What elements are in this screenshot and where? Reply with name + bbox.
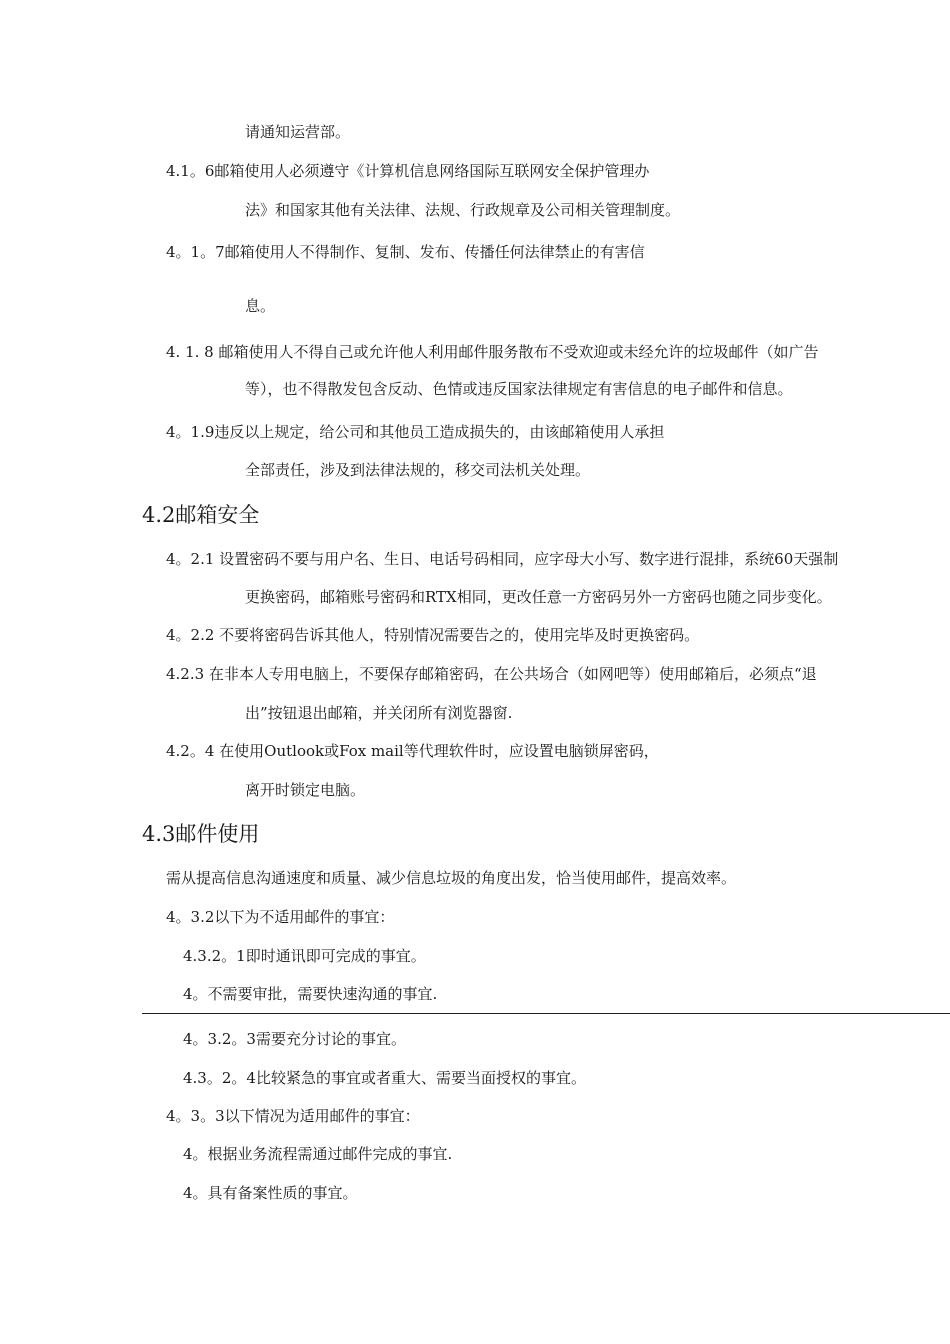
clause-4-1-8-continuation: 等），也不得散发包含反动、色情或违反国家法律规定有害信息的电子邮件和信息。	[245, 380, 793, 398]
clause-4-3-2-3: 4。3.2。3需要充分讨论的事宜。	[183, 1030, 406, 1048]
clause-4-3-2-2: 4。不需要审批，需要快速沟通的事宜.	[183, 985, 438, 1003]
clause-4-2-4: 4.2。4 在使用Outlook或Fox mail等代理软件时，应设置电脑锁屏密码，	[166, 742, 659, 760]
clause-4-1-8: 4. 1. 8 邮箱使用人不得自己或允许他人利用邮件服务散布不受欢迎或未经允许的垃圾邮件（如广告	[166, 343, 819, 361]
horizontal-divider	[142, 1013, 950, 1014]
clause-4-2-1: 4。2.1 设置密码不要与用户名、生日、电话号码相同，应字母大小写、数字进行混排，系统60天强制	[166, 550, 839, 568]
section-heading-4-2: 4.2邮箱安全	[142, 503, 260, 527]
clause-4-3-2: 4。3.2以下为不适用邮件的事宜：	[166, 908, 395, 926]
clause-4-1-9: 4。1.9违反以上规定，给公司和其他员工造成损失的，由该邮箱使用人承担	[166, 423, 665, 441]
paragraph-continuation: 请通知运营部。	[245, 123, 351, 141]
clause-4-3-2-4: 4.3。2。4比较紧急的事宜或者重大、需要当面授权的事宜。	[183, 1069, 586, 1087]
clause-4-3-3-1: 4。根据业务流程需通过邮件完成的事宜.	[183, 1145, 453, 1163]
clause-4-3-3-2: 4。具有备案性质的事宜。	[183, 1184, 358, 1202]
clause-4-1-6: 4.1。6邮箱使用人必须遵守《计算机信息网络国际互联网安全保护管理办	[166, 162, 650, 180]
clause-4-1-7: 4。1。7邮箱使用人不得制作、复制、发布、传播任何法律禁止的有害信	[166, 243, 645, 261]
clause-4-2-2: 4。2.2 不要将密码告诉其他人，特别情况需要告之的，使用完毕及时更换密码。	[166, 626, 700, 644]
clause-4-2-3: 4.2.3 在非本人专用电脑上，不要保存邮箱密码，在公共场合（如网吧等）使用邮箱后，必须点“退	[166, 665, 817, 683]
section-4-3-intro: 需从提高信息沟通速度和质量、减少信息垃圾的角度出发，恰当使用邮件，提高效率。	[166, 869, 737, 887]
clause-4-2-1-continuation: 更换密码，邮箱账号密码和RTX相同，更改任意一方密码另外一方密码也随之同步变化。	[245, 588, 832, 606]
clause-4-1-7-continuation: 息。	[245, 297, 276, 315]
clause-4-3-3: 4。3。3以下情况为适用邮件的事宜：	[166, 1107, 420, 1125]
clause-4-1-9-continuation: 全部责任，涉及到法律法规的，移交司法机关处理。	[245, 461, 591, 479]
clause-4-2-4-continuation: 离开时锁定电脑。	[245, 781, 366, 799]
section-heading-4-3: 4.3邮件使用	[142, 822, 260, 846]
clause-4-2-3-continuation: 出”按钮退出邮箱，并关闭所有浏览器窗.	[245, 704, 513, 722]
clause-4-1-6-continuation: 法》和国家其他有关法律、法规、行政规章及公司相关管理制度。	[245, 201, 681, 219]
clause-4-3-2-1: 4.3.2。1即时通讯即可完成的事宜。	[183, 947, 426, 965]
